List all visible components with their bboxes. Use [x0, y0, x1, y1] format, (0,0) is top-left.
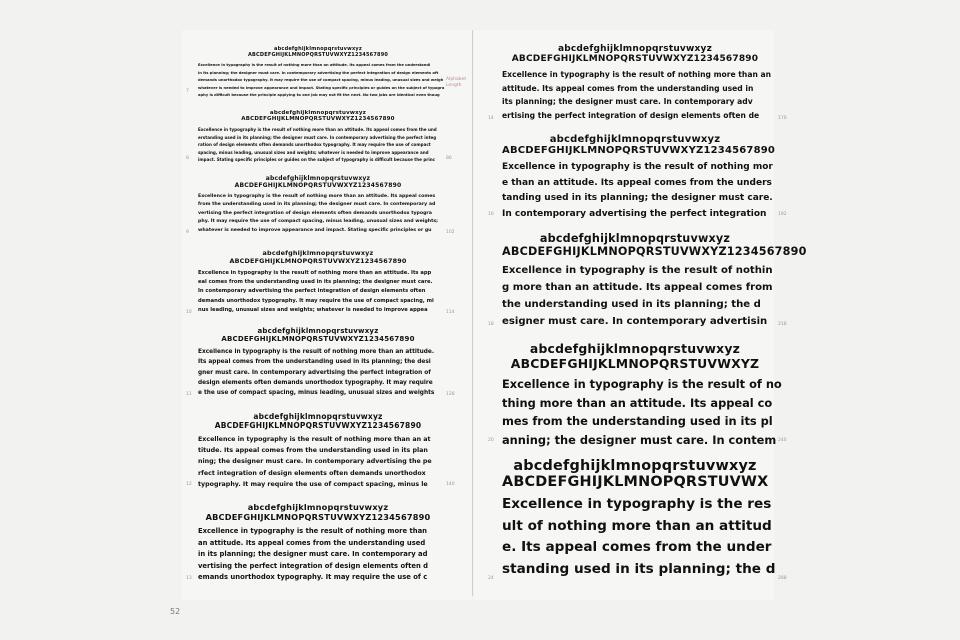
- specimen-11pt: abcdefghijklmnopqrstuvwxyz ABCDEFGHIJKLMNOPQRSTUVWXYZ1234567890 Excellence in typography is the result of nothing more than an attitude. Its appeal comes from the understanding used in its planning; the desi gner must care. In contemporary advertising the perfect integration of design elements often demands unorthodox typography. It may require e the use of compact spacing, minus leading, unusual sizes and weights: [198, 327, 438, 398]
- length-label: 288: [778, 576, 787, 581]
- lowercase-alphabet: abcdefghijklmnopqrstuvwxyz: [257, 327, 379, 335]
- specimen-8pt: abcdefghijklmnopqrstuvwxyz ABCDEFGHIJKLMNOPQRSTUVWXYZ1234567890 Excellence in typography is the result of nothing more than an attitude. Its appeal comes from the und erstanding used in its planning; the designer must care. In contemporary advertising the perfect integ ration of design elements often demands unorthodox typography. It may require the use of compact spacing, minus leading, unusual sizes and weights; whatever is needed to improve appearance and impact. Stating specific principles or guides on the subject of typography is difficult because the princ: [198, 110, 437, 163]
- uppercase-alphabet: ABCDEFGHIJKLMNOPQRSTUVWXYZ: [510, 356, 760, 371]
- lowercase-alphabet: abcdefghijklmnopqrstuvwxyz: [539, 232, 731, 245]
- lowercase-alphabet: abcdefghijklmnopqrstuvwxyz: [265, 175, 371, 182]
- uppercase-alphabet: ABCDEFGHIJKLMNOPQRSTUVWXYZ1234567890: [234, 182, 402, 189]
- lowercase-alphabet: abcdefghijklmnopqrstuvwxyz: [262, 249, 374, 257]
- length-label: 218: [778, 322, 787, 327]
- lowercase-alphabet: abcdefghijklmnopqrstuvwxyz: [557, 44, 713, 54]
- length-label: 170: [778, 116, 787, 121]
- length-label: 128: [446, 392, 455, 397]
- length-label: 240: [778, 438, 787, 443]
- specimen-16pt: abcdefghijklmnopqrstuvwxyz ABCDEFGHIJKLMNOPQRSTUVWXYZ1234567890 Excellence in typography is the result of nothing mor e than an attitude. Its appeal comes from the unders tanding used in its planning; the designer must care. In contemporary advertising the perfect integration: [502, 134, 776, 219]
- length-label: 86: [446, 156, 452, 161]
- lowercase-alphabet: abcdefghijklmnopqrstuvwxyz: [247, 502, 389, 512]
- size-label: 8: [186, 156, 189, 161]
- uppercase-alphabet: ABCDEFGHIJKLMNOPQRSTUVWXYZ1234567890: [221, 335, 415, 343]
- specimen-24pt: abcdefghijklmnopqrstuvwxyz ABCDEFGHIJKLMNOPQRSTUVWX Excellence in typography is the res ult of nothing more than an attitud e. Its appeal comes from the under standing used in its planning; the d: [502, 458, 776, 577]
- size-label: 10: [186, 310, 192, 315]
- lowercase-alphabet: abcdefghijklmnopqrstuvwxyz: [253, 412, 383, 421]
- length-label: 114: [446, 310, 455, 315]
- specimen-13pt: abcdefghijklmnopqrstuvwxyz ABCDEFGHIJKLMNOPQRSTUVWXYZ1234567890 Excellence in typography is the result of nothing more than an attitude. Its appeal comes from the understanding used in its planning; the designer must care. In contemporary ad vertising the perfect integration of design elements often d emands unorthodox typography. It may require the use of c: [198, 502, 438, 584]
- size-label: 12: [186, 482, 192, 487]
- lowercase-alphabet: abcdefghijklmnopqrstuvwxyz: [549, 134, 721, 145]
- page-gutter: [472, 30, 473, 596]
- length-label: 140: [446, 482, 455, 487]
- uppercase-alphabet: ABCDEFGHIJKLMNOPQRSTUVWXYZ1234567890: [214, 421, 422, 430]
- specimen-18pt: abcdefghijklmnopqrstuvwxyz ABCDEFGHIJKLMNOPQRSTUVWXYZ1234567890 Excellence in typography is the result of nothin g more than an attitude. Its appeal comes from the understanding used in its planning; the d esigner must care. In contemporary advertisin: [502, 232, 807, 327]
- size-label: 7: [186, 89, 189, 94]
- specimen-12pt: abcdefghijklmnopqrstuvwxyz ABCDEFGHIJKLMNOPQRSTUVWXYZ1234567890 Excellence in typography is the result of nothing more than an at titude. Its appeal comes from the understanding used in its plan ning; the designer must care. In contemporary advertising the pe rfect integration of design elements often demands unorthodox typography. It may require the use of compact spacing, minus le: [198, 412, 438, 490]
- lowercase-alphabet: abcdefghijklmnopqrstuvwxyz: [274, 46, 362, 52]
- uppercase-alphabet: ABCDEFGHIJKLMNOPQRSTUVWX: [502, 474, 769, 490]
- size-label: 18: [488, 322, 494, 327]
- uppercase-alphabet: ABCDEFGHIJKLMNOPQRSTUVWXYZ1234567890: [229, 257, 407, 265]
- uppercase-alphabet: ABCDEFGHIJKLMNOPQRSTUVWXYZ1234567890: [502, 245, 807, 258]
- specimen-14pt: abcdefghijklmnopqrstuvwxyz ABCDEFGHIJKLMNOPQRSTUVWXYZ1234567890 Excellence in typography is the result of nothing more than an attitude. Its appeal comes from the understanding used in its planning; the designer must care. In contemporary adv ertising the perfect integration of design elements often de: [502, 44, 772, 120]
- size-label: 14: [488, 116, 494, 121]
- size-label: 11: [186, 392, 192, 397]
- specimen-9pt: abcdefghijklmnopqrstuvwxyz ABCDEFGHIJKLMNOPQRSTUVWXYZ1234567890 Excellence in typography is the result of nothing more than an attitude. Its appeal comes from the understanding used in its planning; the designer must care. In contemporary ad vertising the perfect integration of design elements often demands unorthodox typogra phy. It may require the use of compact spacing, minus leading, unusual sizes and weights; whatever is needed to improve appearance and impact. Stating specific principles or gu: [198, 175, 438, 233]
- size-label: 20: [488, 438, 494, 443]
- length-label: 192: [778, 212, 787, 217]
- size-label: 16: [488, 212, 494, 217]
- specimen-7pt: abcdefghijklmnopqrstuvwxyz ABCDEFGHIJKLMNOPQRSTUVWXYZ1234567890 Excellence in typography is the result of nothing more than an attitude. Its appeal comes from the understandi in its planning; the designer must care. In contemporary advertising the perfect integration of design elements oft demands unorthodox typography. It may require the use of compact spacing, minus leading, unusual sizes and weigh whatever is needed to improve appearance and impact. Stating specific principles or guides on the subject of typogra aphy is difficult because the principle applying to one job may not fit the next. No two jobs are identical even thoug: [198, 46, 445, 97]
- lowercase-alphabet: abcdefghijklmnopqrstuvwxyz: [269, 110, 367, 116]
- uppercase-alphabet: ABCDEFGHIJKLMNOPQRSTUVWXYZ1234567890: [241, 116, 395, 122]
- alphabet-length-annotation: Alphabet Length: [446, 77, 467, 88]
- uppercase-alphabet: ABCDEFGHIJKLMNOPQRSTUVWXYZ1234567890: [511, 54, 759, 64]
- lowercase-alphabet: abcdefghijklmnopqrstuvwxyz: [529, 341, 741, 356]
- size-label: 24: [488, 576, 494, 581]
- uppercase-alphabet: ABCDEFGHIJKLMNOPQRSTUVWXYZ1234567890: [205, 512, 431, 522]
- length-label: 102: [446, 230, 455, 235]
- size-label: 13: [186, 576, 192, 581]
- specimen-10pt: abcdefghijklmnopqrstuvwxyz ABCDEFGHIJKLMNOPQRSTUVWXYZ1234567890 Excellence in typography is the result of nothing more than an attitude. Its app eal comes from the understanding used in its planning; the designer must care. In contemporary advertising the perfect integration of design elements often demands unorthodox typography. It may require the use of compact spacing, mi nus leading, unusual sizes and weights; whatever is needed to improve appea: [198, 249, 438, 315]
- lowercase-alphabet: abcdefghijklmnopqrstuvwxyz: [513, 458, 757, 474]
- size-label: 9: [186, 230, 189, 235]
- page-number: 52: [170, 607, 181, 616]
- uppercase-alphabet: ABCDEFGHIJKLMNOPQRSTUVWXYZ1234567890: [247, 52, 389, 58]
- uppercase-alphabet: ABCDEFGHIJKLMNOPQRSTUVWXYZ1234567890: [502, 145, 776, 156]
- specimen-20pt: abcdefghijklmnopqrstuvwxyz ABCDEFGHIJKLMNOPQRSTUVWXYZ Excellence in typography is the result of no thing more than an attitude. Its appeal co mes from the understanding used in its pl anning; the designer must care. In contem: [502, 341, 782, 447]
